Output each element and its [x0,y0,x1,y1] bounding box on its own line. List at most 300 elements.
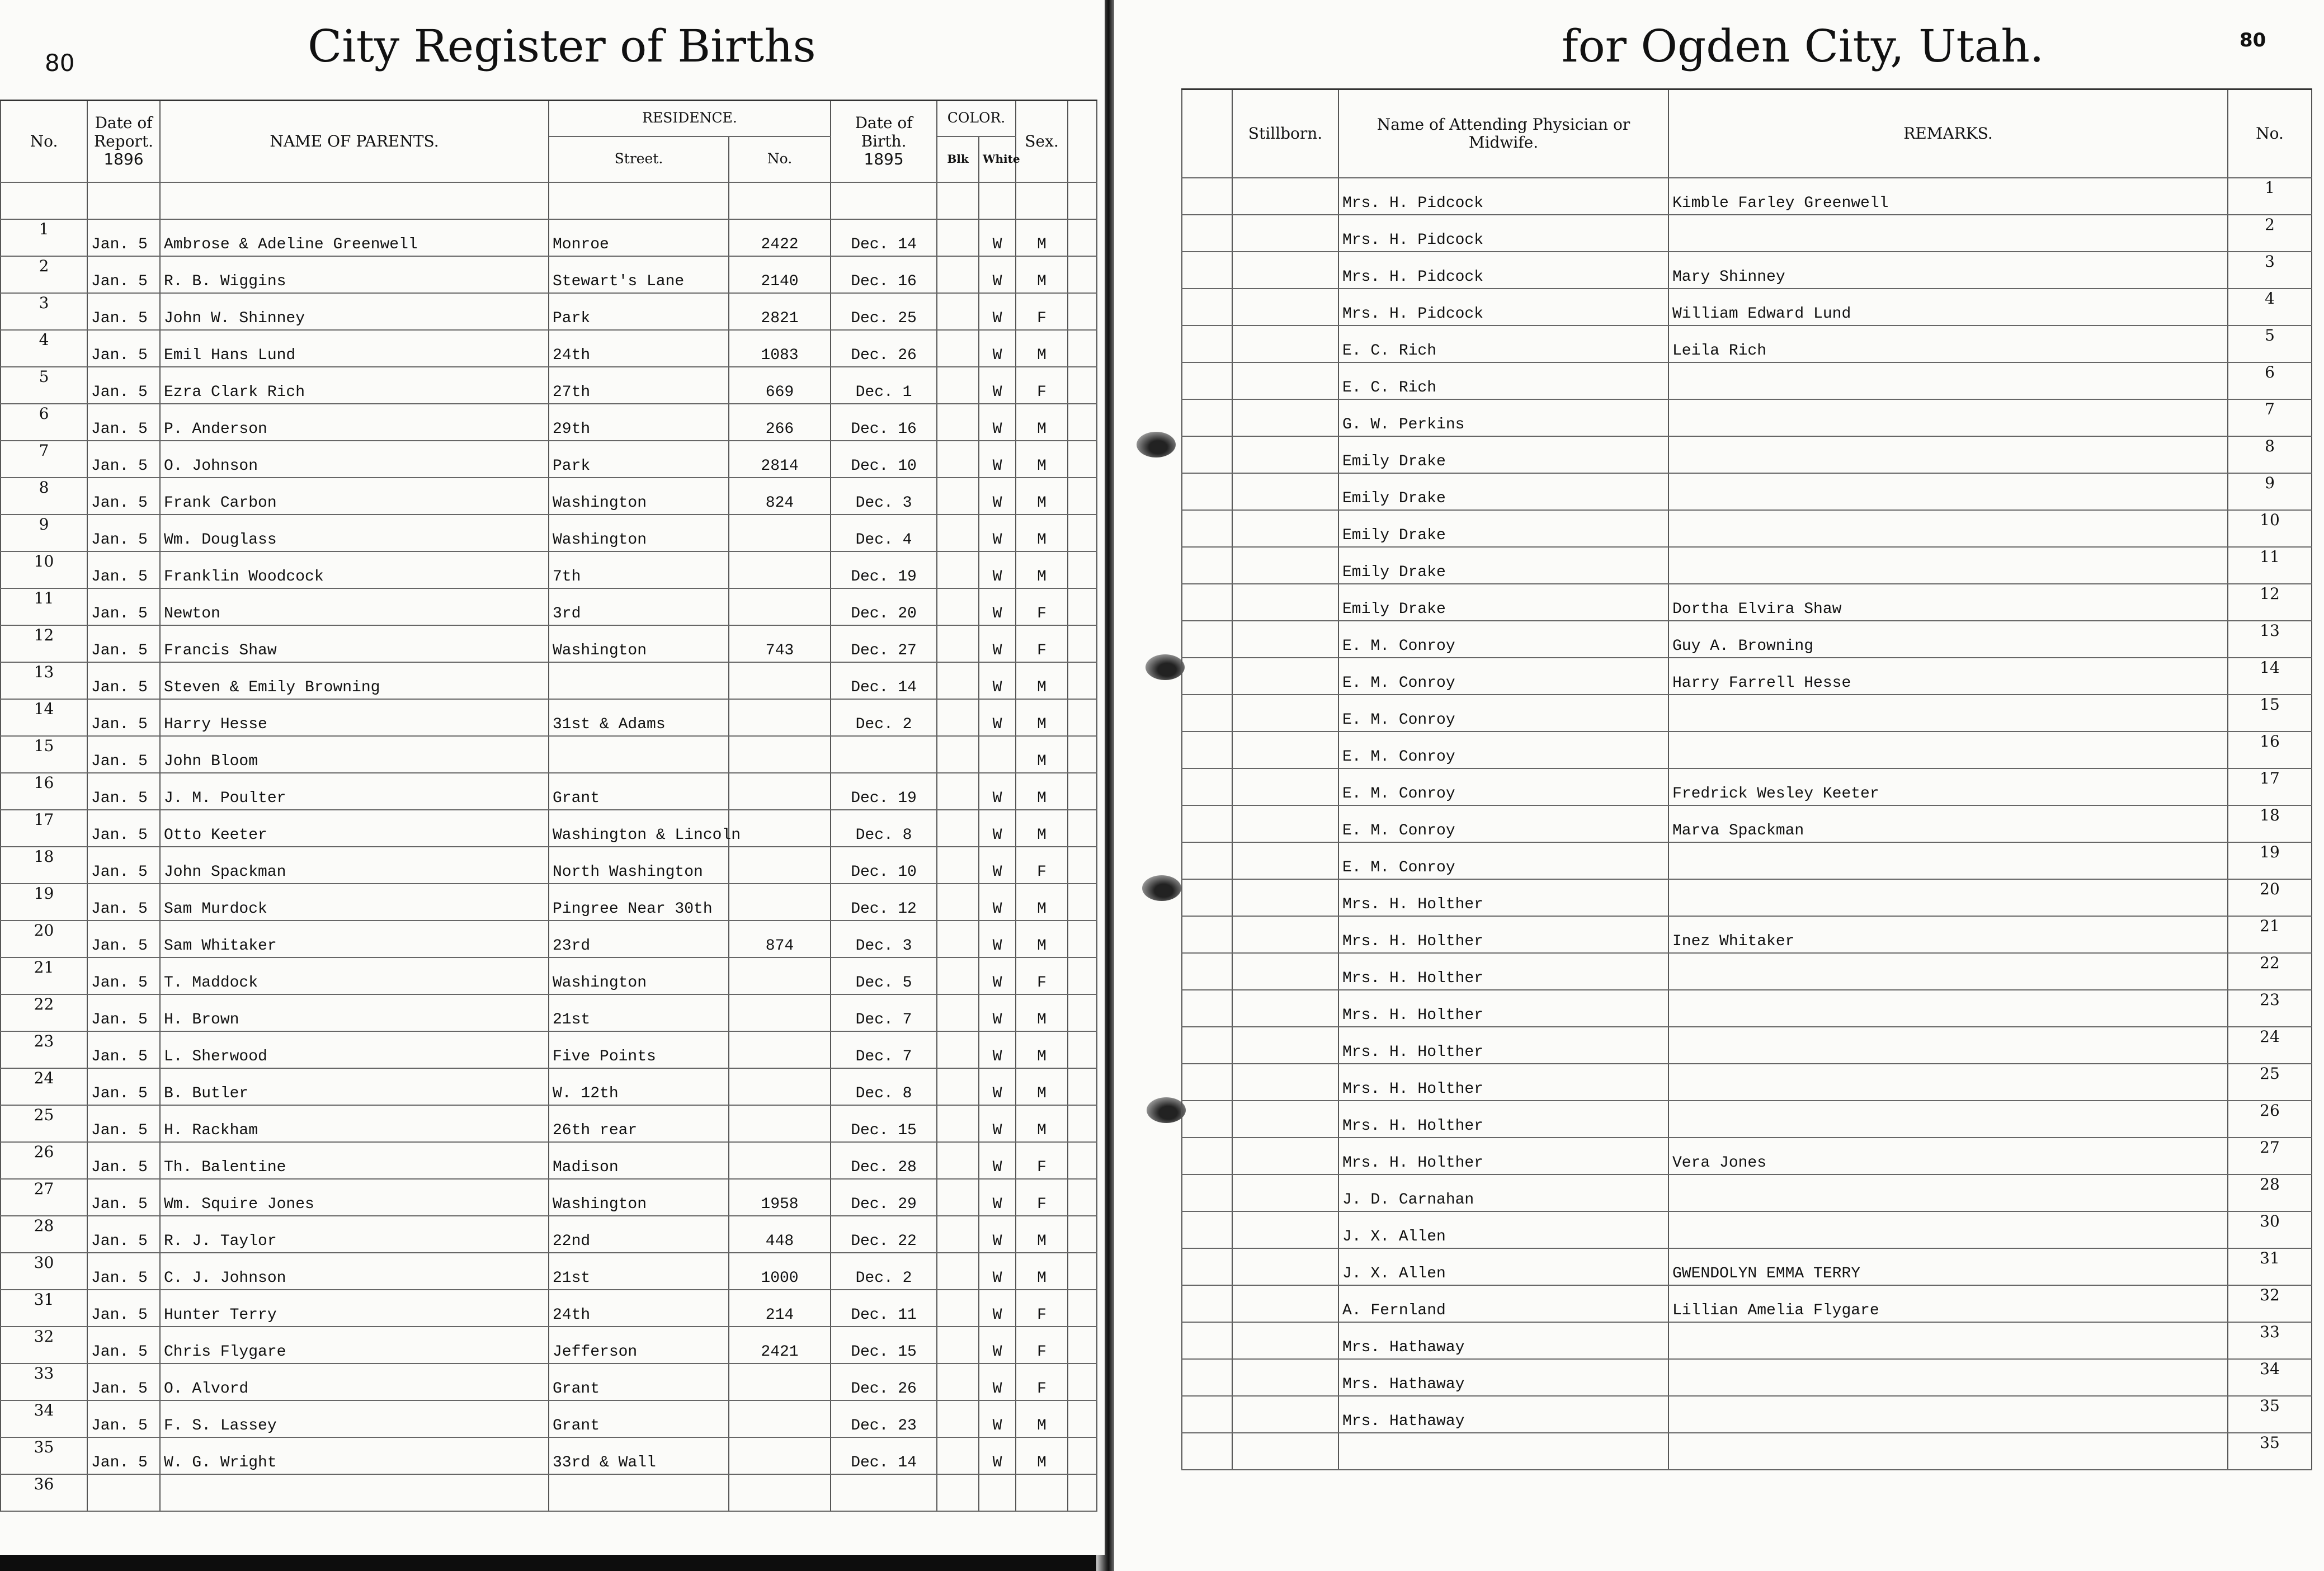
remarks [1668,473,2228,510]
remarks [1668,953,2228,990]
color-blk [937,847,979,884]
color-blk [937,551,979,588]
date-of-birth: Dec. 3 [831,921,937,957]
color-blk [937,293,979,330]
street-no [729,1400,831,1437]
handwritten-page-number: 80 [45,49,75,77]
blank-cell [1068,367,1097,404]
blank-cell [1182,1285,1232,1322]
blank-cell [1068,957,1097,994]
table-row [1,1437,1097,1474]
entry-no: 2 [2228,215,2312,252]
blank-cell [1068,1327,1097,1364]
blank-cell [1182,916,1232,953]
remarks [1668,1064,2228,1101]
stillborn [1232,1359,1338,1396]
parents-name: John Bloom [160,736,549,773]
parents-name: P. Anderson [160,404,549,441]
remarks: Inez Whitaker [1668,916,2228,953]
street: Washington [549,1179,729,1216]
color-blk [937,1031,979,1068]
entry-no: 6 [1,404,87,441]
entry-no: 20 [2228,879,2312,916]
blank-cell [1182,362,1232,399]
table-row [1182,399,2312,436]
entry-no: 20 [1,921,87,957]
table-row [1,1179,1097,1216]
blank-cell [1068,1105,1097,1142]
remarks [1668,1396,2228,1433]
attending-physician: Mrs. H. Holther [1338,990,1668,1027]
street: 21st [549,994,729,1031]
street-no [729,588,831,625]
date-of-birth: Dec. 28 [831,1142,937,1179]
remarks [1668,1211,2228,1248]
color-blk [937,1105,979,1142]
date-of-report: Jan. 5 [87,219,160,256]
street [549,662,729,699]
table-row [1,330,1097,367]
date-of-birth: Dec. 14 [831,219,937,256]
date-of-birth: Dec. 4 [831,515,937,551]
stillborn [1232,325,1338,362]
table-row [1,219,1097,256]
binder-hole [1137,432,1176,457]
remarks [1668,510,2228,547]
sex: F [1016,588,1068,625]
entry-no: 35 [1,1437,87,1474]
entry-no: 26 [2228,1101,2312,1138]
table-row [1182,1433,2312,1470]
binder-hole [1147,1097,1186,1123]
date-of-report [87,1474,160,1511]
sex: M [1016,441,1068,478]
sex: M [1016,404,1068,441]
blank-cell [1068,736,1097,773]
table-row [1,699,1097,736]
entry-no: 11 [1,588,87,625]
sex: F [1016,1364,1068,1400]
entry-no: 11 [2228,547,2312,584]
date-of-birth: Dec. 7 [831,1031,937,1068]
entry-no: 31 [2228,1248,2312,1285]
stillborn [1232,362,1338,399]
blank-cell [1182,658,1232,695]
table-row [1,1364,1097,1400]
street [549,1474,729,1511]
color-white: W [979,1105,1016,1142]
blank-cell [1068,256,1097,293]
spacer-cell [1,182,87,219]
attending-physician: Mrs. H. Pidcock [1338,252,1668,289]
attending-physician: Mrs. H. Holther [1338,953,1668,990]
remarks: GWENDOLYN EMMA TERRY [1668,1248,2228,1285]
street-no: 1000 [729,1253,831,1290]
date-of-birth: Dec. 14 [831,1437,937,1474]
date-of-report: Jan. 5 [87,773,160,810]
stillborn [1232,916,1338,953]
blank-cell [1182,215,1232,252]
attending-physician [1338,1433,1668,1470]
remarks [1668,990,2228,1027]
date-of-birth: Dec. 15 [831,1327,937,1364]
street-no: 824 [729,478,831,515]
blank-cell [1068,1216,1097,1253]
blank-cell [1068,515,1097,551]
remarks: William Edward Lund [1668,289,2228,325]
table-row [1,884,1097,921]
color-white: W [979,551,1016,588]
header-spacer-row [1,182,1097,219]
parents-name: H. Rackham [160,1105,549,1142]
blank-cell [1182,1433,1232,1470]
color-white: W [979,1142,1016,1179]
street-no [729,1105,831,1142]
table-row [1182,1396,2312,1433]
entry-no: 7 [1,441,87,478]
date-of-birth: Dec. 14 [831,662,937,699]
spacer-cell [831,182,937,219]
date-of-birth: Dec. 2 [831,699,937,736]
header-blank [1068,101,1097,182]
blank-cell [1068,921,1097,957]
attending-physician: E. C. Rich [1338,325,1668,362]
street: 24th [549,330,729,367]
remarks [1668,1322,2228,1359]
remarks [1668,1433,2228,1470]
color-white: W [979,1068,1016,1105]
entry-no: 10 [2228,510,2312,547]
sex: M [1016,1031,1068,1068]
parents-name: Ambrose & Adeline Greenwell [160,219,549,256]
table-row [1,1253,1097,1290]
blank-cell [1182,252,1232,289]
parents-name: W. G. Wright [160,1437,549,1474]
entry-no: 34 [2228,1359,2312,1396]
entry-no: 12 [2228,584,2312,621]
table-row [1182,1101,2312,1138]
blank-cell [1068,1437,1097,1474]
blank-cell [1182,510,1232,547]
table-row [1182,732,2312,768]
street: Grant [549,773,729,810]
blank-cell [1068,1290,1097,1327]
blank-cell [1182,1248,1232,1285]
stillborn [1232,215,1338,252]
color-white: W [979,330,1016,367]
header-residence: RESIDENCE. [549,101,831,136]
table-row [1,1216,1097,1253]
attending-physician: Emily Drake [1338,584,1668,621]
sex: F [1016,1179,1068,1216]
blank-cell [1182,805,1232,842]
stillborn [1232,289,1338,325]
blank-cell [1068,625,1097,662]
remarks [1668,362,2228,399]
entry-no: 9 [1,515,87,551]
blank-cell [1182,1174,1232,1211]
street: Park [549,441,729,478]
sex [1016,1474,1068,1511]
street-no: 2821 [729,293,831,330]
blank-cell [1182,547,1232,584]
blank-cell [1182,695,1232,732]
street-no: 2814 [729,441,831,478]
stillborn [1232,1064,1338,1101]
date-of-report: Jan. 5 [87,256,160,293]
blank-cell [1182,621,1232,658]
street: Washington & Lincoln [549,810,729,847]
parents-name: Hunter Terry [160,1290,549,1327]
entry-no: 28 [1,1216,87,1253]
color-white: W [979,1290,1016,1327]
stillborn [1232,953,1338,990]
stillborn [1232,510,1338,547]
date-of-birth: Dec. 29 [831,1179,937,1216]
parents-name: Wm. Douglass [160,515,549,551]
attending-physician: E. M. Conroy [1338,768,1668,805]
table-row [1,736,1097,773]
table-row [1182,879,2312,916]
remarks [1668,215,2228,252]
sex: M [1016,1216,1068,1253]
street-no [729,1474,831,1511]
remarks [1668,436,2228,473]
entry-no: 13 [2228,621,2312,658]
color-blk [937,219,979,256]
parents-name: T. Maddock [160,957,549,994]
entry-no: 27 [1,1179,87,1216]
blank-cell [1068,994,1097,1031]
date-of-report: Jan. 5 [87,330,160,367]
color-blk [937,256,979,293]
table-row [1,921,1097,957]
entry-no: 17 [2228,768,2312,805]
table-row [1182,1248,2312,1285]
table-row [1,810,1097,847]
left-page-title: City Register of Births [308,20,816,72]
blank-cell [1182,1359,1232,1396]
blank-cell [1068,330,1097,367]
entry-no: 18 [2228,805,2312,842]
color-white: W [979,256,1016,293]
attending-physician: Mrs. Hathaway [1338,1359,1668,1396]
table-row [1,256,1097,293]
blank-cell [1182,399,1232,436]
table-row [1182,325,2312,362]
street: Washington [549,957,729,994]
blank-cell [1182,842,1232,879]
blank-cell [1068,699,1097,736]
attending-physician: G. W. Perkins [1338,399,1668,436]
table-row [1,1400,1097,1437]
color-blk [937,515,979,551]
date-of-birth: Dec. 1 [831,367,937,404]
color-blk [937,441,979,478]
table-row [1,625,1097,662]
table-row [1,773,1097,810]
street-no [729,1142,831,1179]
date-of-report: Jan. 5 [87,551,160,588]
date-of-report: Jan. 5 [87,1105,160,1142]
date-of-birth: Dec. 10 [831,847,937,884]
remarks [1668,1174,2228,1211]
blank-cell [1182,289,1232,325]
parents-name: Otto Keeter [160,810,549,847]
color-blk [937,699,979,736]
parents-name: Newton [160,588,549,625]
table-row [1182,215,2312,252]
date-of-birth: Dec. 11 [831,1290,937,1327]
stillborn [1232,584,1338,621]
color-white: W [979,1437,1016,1474]
parents-name: Chris Flygare [160,1327,549,1364]
remarks [1668,732,2228,768]
color-white: W [979,1031,1016,1068]
color-white: W [979,1364,1016,1400]
blank-cell [1182,768,1232,805]
street-no [729,1364,831,1400]
entry-no: 35 [2228,1396,2312,1433]
street: Washington [549,478,729,515]
color-blk [937,994,979,1031]
spacer-cell [549,182,729,219]
parents-name: John Spackman [160,847,549,884]
entry-no: 21 [2228,916,2312,953]
date-of-birth: Dec. 2 [831,1253,937,1290]
remarks: Leila Rich [1668,325,2228,362]
attending-physician: Emily Drake [1338,436,1668,473]
stillborn [1232,473,1338,510]
blank-cell [1182,953,1232,990]
table-row [1,994,1097,1031]
header-birth-year: 1895 [864,149,904,168]
table-row [1182,473,2312,510]
attending-physician: Mrs. H. Pidcock [1338,178,1668,215]
blank-cell [1068,1142,1097,1179]
color-blk [937,1364,979,1400]
table-row [1182,1285,2312,1322]
entry-no: 19 [2228,842,2312,879]
entry-no: 25 [1,1105,87,1142]
entry-no: 21 [1,957,87,994]
entry-no: 13 [1,662,87,699]
stillborn [1232,252,1338,289]
header-sex: Sex. [1016,101,1068,182]
parents-name: Frank Carbon [160,478,549,515]
street: North Washington [549,847,729,884]
left-page [0,0,1105,1555]
street: Jefferson [549,1327,729,1364]
table-row [1182,436,2312,473]
header-blank [1182,89,1232,178]
street-no: 2421 [729,1327,831,1364]
attending-physician: Mrs. H. Holther [1338,1064,1668,1101]
date-of-birth: Dec. 23 [831,1400,937,1437]
table-row [1182,768,2312,805]
remarks: Mary Shinney [1668,252,2228,289]
attending-physician: Mrs. H. Holther [1338,1101,1668,1138]
sex: F [1016,1327,1068,1364]
table-row [1182,842,2312,879]
attending-physician: Mrs. H. Pidcock [1338,289,1668,325]
sex: M [1016,478,1068,515]
color-white: W [979,478,1016,515]
street-no [729,551,831,588]
sex: M [1016,994,1068,1031]
date-of-report: Jan. 5 [87,367,160,404]
table-row [1182,1064,2312,1101]
entry-no: 19 [1,884,87,921]
date-of-report: Jan. 5 [87,1364,160,1400]
blank-cell [1068,588,1097,625]
stillborn [1232,1322,1338,1359]
stillborn [1232,1101,1338,1138]
date-of-report: Jan. 5 [87,1327,160,1364]
date-of-birth: Dec. 19 [831,773,937,810]
blank-cell [1068,404,1097,441]
color-blk [937,1290,979,1327]
blank-cell [1068,478,1097,515]
header-date-of-birth-label: Date of Birth. [855,114,913,150]
date-of-birth: Dec. 25 [831,293,937,330]
street: 7th [549,551,729,588]
color-white: W [979,515,1016,551]
street-no: 2422 [729,219,831,256]
blank-cell [1068,441,1097,478]
color-blk [937,884,979,921]
blank-cell [1182,1396,1232,1433]
sex: F [1016,1142,1068,1179]
remarks: Guy A. Browning [1668,621,2228,658]
date-of-report: Jan. 5 [87,441,160,478]
stillborn [1232,732,1338,768]
parents-name: J. M. Poulter [160,773,549,810]
attending-physician: E. M. Conroy [1338,842,1668,879]
street-no: 214 [729,1290,831,1327]
street: Stewart's Lane [549,256,729,293]
header-report-year: 1896 [103,149,144,168]
stillborn [1232,1396,1338,1433]
date-of-birth: Dec. 5 [831,957,937,994]
color-blk [937,773,979,810]
stillborn [1232,621,1338,658]
sex: F [1016,847,1068,884]
entry-no: 3 [2228,252,2312,289]
entry-no: 10 [1,551,87,588]
color-white: W [979,773,1016,810]
attending-physician: Mrs. Hathaway [1338,1322,1668,1359]
date-of-report: Jan. 5 [87,1437,160,1474]
entry-no: 30 [1,1253,87,1290]
street-no [729,847,831,884]
table-row [1,551,1097,588]
table-row [1182,547,2312,584]
table-row [1,515,1097,551]
sex: M [1016,736,1068,773]
table-row [1,1474,1097,1511]
color-white: W [979,1216,1016,1253]
street: 33rd & Wall [549,1437,729,1474]
street-no [729,515,831,551]
parents-name: Wm. Squire Jones [160,1179,549,1216]
color-blk [937,810,979,847]
remarks: Vera Jones [1668,1138,2228,1174]
date-of-report: Jan. 5 [87,293,160,330]
street-no [729,994,831,1031]
date-of-report: Jan. 5 [87,478,160,515]
stillborn [1232,658,1338,695]
